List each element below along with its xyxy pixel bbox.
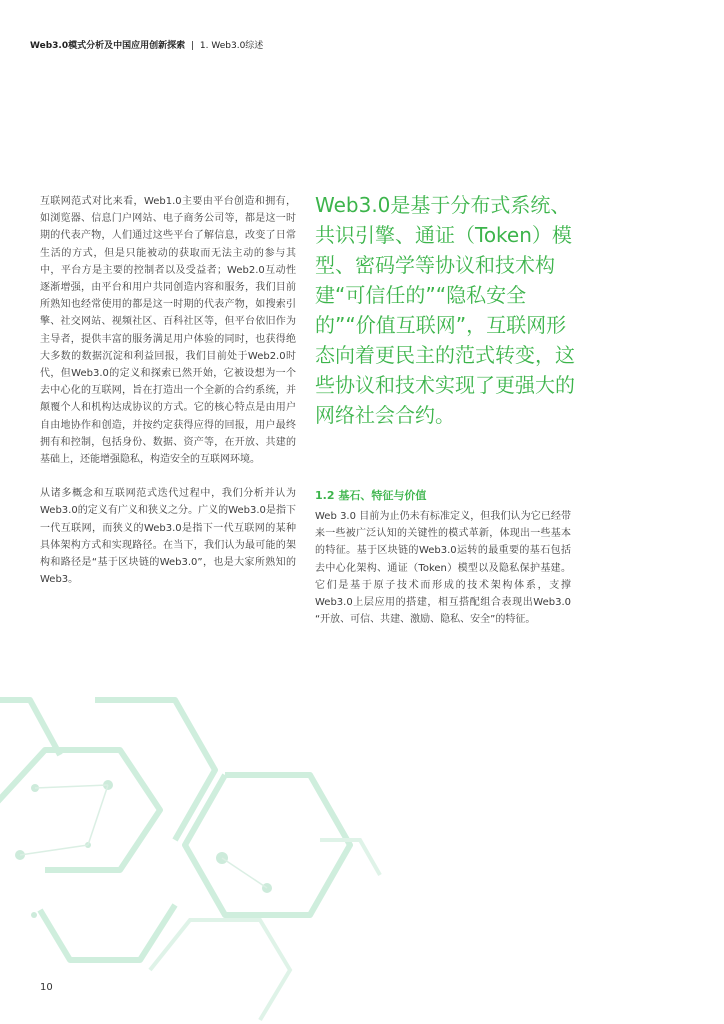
hexagon-network-decoration [0,660,724,1024]
network-link [222,858,267,888]
hex-outline-4 [40,905,175,960]
pull-quote: Web3.0是基于分布式系统、共识引擎、通证（Token）模型、密码学等协议和技术构建“可信任的”“隐私安全的”“价值互联网”，互联网形态向着更民主的范式转变，这些协议和技术实现了更强大的网络社会合约。 [315,193,575,427]
body-paragraph-1: 互联网范式对比来看，Web1.0主要由平台创造和拥有，如浏览器、信息门户网站、电子商务公司等，都是这一时期的代表产物，人们通过这些平台了解信息，改变了日常生活的方式，但是只能被动的获取而无法主动的参与其中，平台方是主要的控制者以及受益者；Web2.0互动性逐渐增强，由平台和用户共同创造内容和服务，我们目前所熟知也经常使用的都是这一时期的代表产物，如搜索引擎、社交网站、视频社区、百科社区等，但平台依旧作为主导者，提供丰富的服务满足用户体验的同时，也获得绝大多数的数据沉淀和利益回报，我们目前处于Web2.0时代，但Web3.0的定义和探索已然开始，它被设想为一个去中心化的互联网，旨在打造出一个全新的合约系统，并颠覆个人和机构达成协议的方式。它的核心特点是由用户自由地协作和创造，并按约定获得应得的回报，用户最终拥有和控制，包括身份、数据、资产等，在开放、共建的基础上，还能增强隐私，构造安全的互联网环境。 [40,196,296,466]
section-heading: 1.2 基石、特征与价值 [315,489,427,502]
network-link [88,785,108,845]
network-link [35,785,108,788]
header-title: Web3.0模式分析及中国应用创新探索 [30,41,186,51]
hex-outline-3 [185,775,350,915]
running-header [30,38,263,51]
body-paragraph-2: 从诸多概念和互联网范式迭代过程中，我们分析并认为Web3.0的定义有广义和狭义之分。广义的Web3.0是指下一代互联网，而狭义的Web3.0是指下一代互联网的某种具体架构方式和实现路径。在当下，我们认为最可能的架构和路径是“基于区块链的Web3.0”，也是大家所熟知的Web3。 [40,488,296,586]
section-body: Web 3.0 目前为止仍未有标准定义，但我们认为它已经带来一些被广泛认知的关键性的模式革新，体现出一些基本的特征。基于区块链的Web3.0运转的最重要的基石包括去中心化架构、通证（Token）模型以及隐私保护基建。它们是基于原子技术而形成的技术架构体系，支撑Web3.0上层应用的搭建，相互搭配组合表现出Web3.0 “开放、可信、共建、激励、隐私、安全”的特征。 [315,511,571,626]
network-node [31,912,37,918]
network-link [20,845,88,855]
hex-outline-6 [150,920,290,1020]
hex-outline-5 [0,700,60,755]
left-column [40,193,296,588]
header-separator: | [190,41,195,51]
header-section: 1. Web3.0综述 [199,41,264,51]
page-number: 10 [40,982,53,993]
